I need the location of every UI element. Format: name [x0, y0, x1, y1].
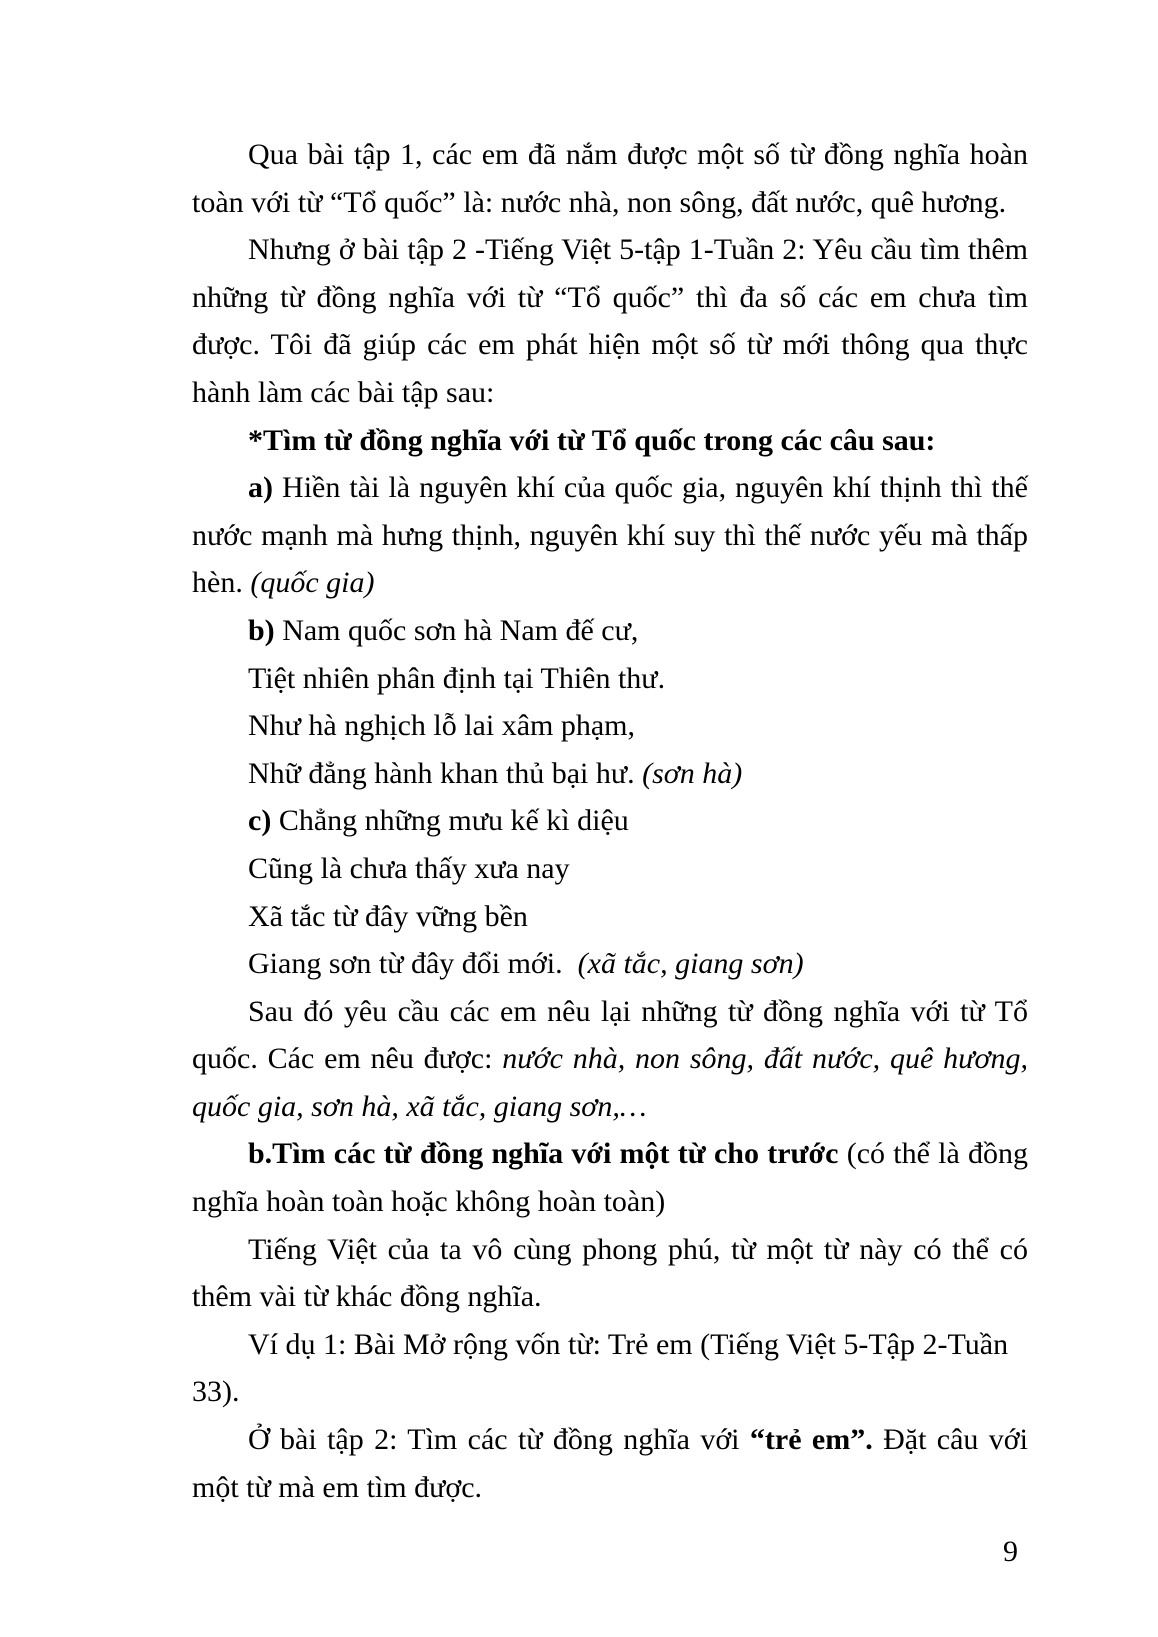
- paragraph: [192, 845, 1028, 893]
- text-run: b): [248, 613, 275, 647]
- paragraph: [192, 893, 1028, 941]
- paragraph: [192, 226, 1028, 416]
- paragraph: [192, 1226, 1028, 1321]
- paragraph: [192, 1130, 1028, 1225]
- paragraph: [192, 464, 1028, 607]
- text-run: (sơn hà): [642, 756, 743, 790]
- text-run: Hiền tài là nguyên khí của quốc gia, nguyên khí thịnh thì thế nước mạnh mà hưng thịnh, nguyên khí suy thì thế nước yếu mà thấp hèn.: [192, 471, 1028, 600]
- document-body: [192, 131, 1028, 1511]
- text-run: Đặt câu với một từ mà em tìm được.: [192, 1423, 1028, 1504]
- text-run: *Tìm từ đồng nghĩa với từ Tổ quốc trong các câu sau:: [248, 423, 936, 457]
- text-run: a): [248, 471, 273, 505]
- text-run: Cũng là chưa thấy xưa nay: [248, 851, 570, 885]
- text-run: Tiệt nhiên phân định tại Thiên thư.: [248, 661, 666, 695]
- text-run: Qua bài tập 1, các em đã nắm được một số từ đồng nghĩa hoàn toàn với từ “Tổ quốc” là: nước nhà, non sông, đất nước, quê hương.: [192, 138, 1028, 219]
- text-run: Ví dụ 1: Bài Mở rộng vốn từ: Trẻ em (Tiếng Việt 5-Tập 2-Tuần 33).: [192, 1327, 1009, 1409]
- text-run: Nhữ đẳng hành khan thủ bại hư.: [248, 756, 643, 790]
- text-run: (có thể là đồng nghĩa hoàn toàn hoặc không hoàn toàn): [192, 1137, 1029, 1219]
- paragraph: [192, 655, 1028, 703]
- text-run: Xã tắc từ đây vững bền: [248, 899, 528, 933]
- page-number: 9: [1003, 1535, 1018, 1568]
- text-run: (quốc gia): [250, 566, 375, 600]
- paragraph: [192, 131, 1028, 226]
- paragraph: [192, 417, 1028, 465]
- text-run: “trẻ em”.: [749, 1423, 873, 1457]
- paragraph: [192, 1416, 1028, 1511]
- paragraph: [192, 607, 1028, 655]
- text-run: Sau đó yêu cầu các em nêu lại những từ đồng nghĩa với từ Tổ quốc. Các em nêu được:: [192, 994, 1028, 1076]
- paragraph: [192, 940, 1028, 988]
- text-run: Ở bài tập 2: Tìm các từ đồng nghĩa với: [248, 1423, 750, 1457]
- text-run: nước nhà, non sông, đất nước, quê hương, quốc gia, sơn hà, xã tắc, giang sơn,…: [192, 1042, 1028, 1123]
- paragraph: [192, 750, 1028, 798]
- paragraph: [192, 702, 1028, 750]
- paragraph: [192, 1321, 1028, 1416]
- text-run: Như hà nghịch lỗ lai xâm phạm,: [248, 709, 636, 743]
- text-run: c): [248, 804, 272, 838]
- text-run: Tiếng Việt của ta vô cùng phong phú, từ một từ này có thể có thêm vài từ khác đồng nghĩa.: [192, 1232, 1028, 1314]
- text-run: Giang sơn từ đây đổi mới.: [248, 947, 578, 981]
- paragraph: [192, 988, 1028, 1131]
- text-run: Nhưng ở bài tập 2 -Tiếng Việt 5-tập 1-Tuần 2: Yêu cầu tìm thêm những từ đồng nghĩa với từ “Tổ quốc” thì đa số các em chưa tìm được. Tôi đã giúp các em phát hiện một số từ mới thông qua thực hành làm các bài tập sau:: [192, 233, 1028, 409]
- text-run: Chẳng những mưu kế kì diệu: [271, 804, 629, 838]
- text-run: (xã tắc, giang sơn): [577, 947, 804, 981]
- text-run: b.Tìm các từ đồng nghĩa với một từ cho trước: [248, 1137, 847, 1171]
- paragraph: [192, 797, 1028, 845]
- text-run: Nam quốc sơn hà Nam đế cư,: [274, 613, 639, 647]
